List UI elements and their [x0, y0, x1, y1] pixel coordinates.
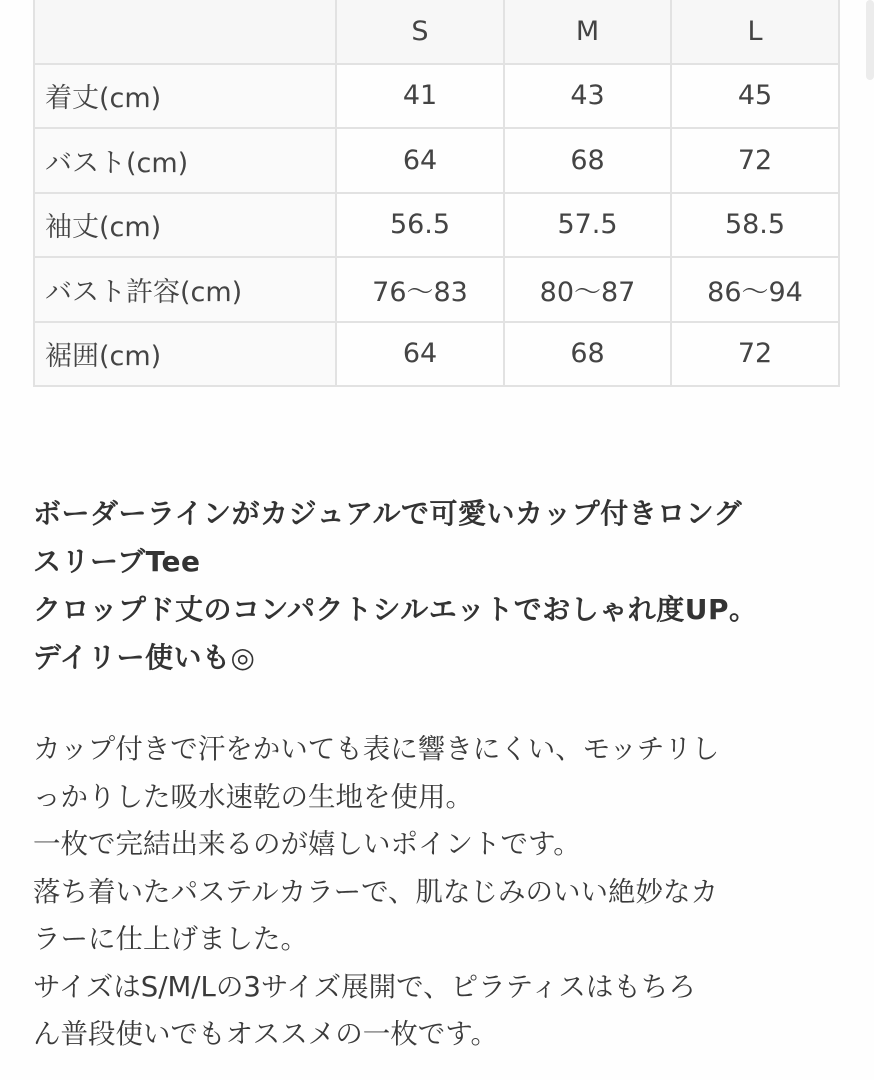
cell-value: 68: [504, 322, 671, 387]
row-label: バスト(cm): [34, 128, 336, 193]
size-header-s: S: [336, 0, 504, 64]
description-line: ん普段使いでもオススメの一枚です。: [33, 1018, 499, 1050]
description-line: 一枚で完結出来るのが嬉しいポイントです。: [33, 828, 581, 860]
table-row: [34, 257, 839, 322]
cell-value: 68: [504, 128, 671, 193]
product-description: [33, 726, 853, 1059]
cell-value: 56.5: [336, 193, 504, 258]
cell-value: 41: [336, 64, 504, 129]
row-label: 袖丈(cm): [34, 193, 336, 258]
scrollbar[interactable]: [866, 0, 874, 80]
row-label: 裾囲(cm): [34, 322, 336, 387]
cell-value: 72: [671, 322, 839, 387]
cell-value: 57.5: [504, 193, 671, 258]
table-row: [34, 128, 839, 193]
table-row: [34, 322, 839, 387]
lead-line: ボーダーラインがカジュアルで可愛いカップ付きロング: [33, 497, 743, 530]
product-lead-text: [33, 490, 833, 682]
lead-line: スリーブTee: [33, 545, 201, 578]
cell-value: 76〜83: [336, 257, 504, 322]
description-line: カップ付きで汗をかいても表に響きにくい、モッチリし: [33, 733, 720, 765]
cell-value: 58.5: [671, 193, 839, 258]
description-line: ラーに仕上げました。: [33, 923, 308, 955]
lead-line: デイリー使いも◎: [33, 641, 256, 674]
cell-value: 72: [671, 128, 839, 193]
description-line: っかりした吸水速乾の生地を使用。: [33, 780, 473, 813]
description-line: 落ち着いたパステルカラーで、肌なじみのいい絶妙なカ: [33, 875, 719, 908]
lead-line: クロップド丈のコンパクトシルエットでおしゃれ度UP。: [33, 593, 758, 626]
cell-value: 43: [504, 64, 671, 129]
table-row: [34, 64, 839, 129]
size-table: [33, 0, 840, 387]
cell-value: 64: [336, 128, 504, 193]
row-label: 着丈(cm): [34, 64, 336, 129]
table-row: [34, 193, 839, 258]
cell-value: 86〜94: [671, 257, 839, 322]
cell-value: 45: [671, 64, 839, 129]
table-corner-cell: [34, 0, 336, 64]
size-header-l: L: [671, 0, 839, 64]
cell-value: 80〜87: [504, 257, 671, 322]
row-label: バスト許容(cm): [34, 257, 336, 322]
size-header-m: M: [504, 0, 671, 64]
description-line: サイズはS/M/Lの3サイズ展開で、ピラティスはもちろ: [33, 970, 696, 1003]
size-header-row: [34, 0, 839, 64]
cell-value: 64: [336, 322, 504, 387]
